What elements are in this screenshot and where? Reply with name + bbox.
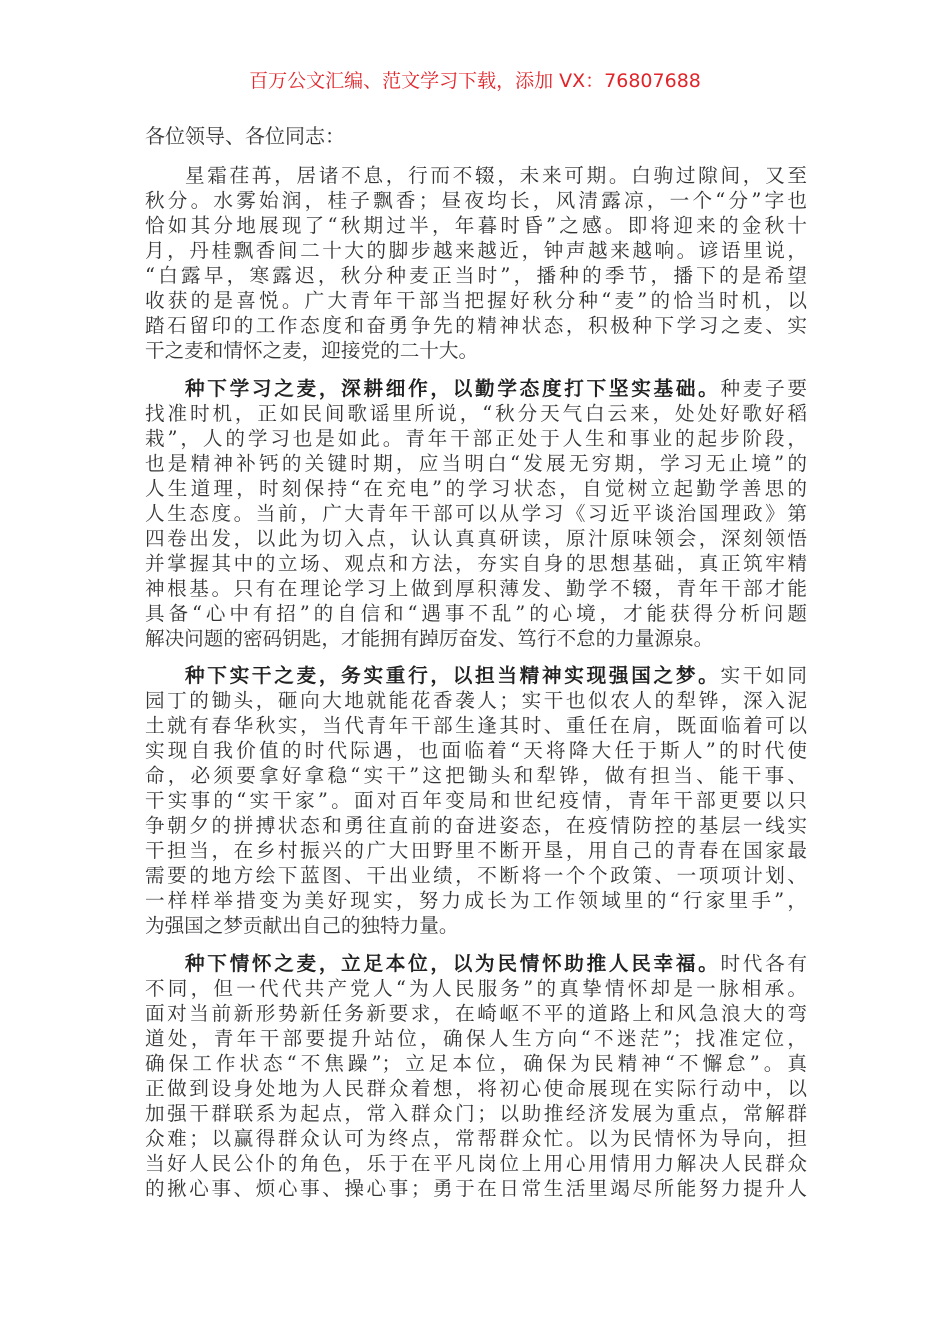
line-text: 时代各有 [720, 952, 808, 975]
paragraph-line [145, 426, 807, 451]
line-text: 星霜荏苒，居诸不息，行而不辍，未来可期。白驹过隙间，又至 [185, 164, 807, 187]
line-text: 找准时机，正如民间歌谣里所说，“秋分天气白云来，处处好歌好稻 [145, 402, 807, 425]
paragraph-line [145, 663, 807, 688]
line-text: 种麦子要 [720, 377, 808, 400]
line-text: 秋分。水雾始润，桂子飘香；昼夜均长，风清露凉，一个“分”字也 [145, 189, 807, 212]
paragraph-line [145, 213, 807, 238]
paragraph-lead: 种下实干之麦，务实重行，以担当精神实现强国之梦。 [185, 664, 721, 687]
line-text: 具备“心中有招”的自信和“遇事不乱”的心境，才能获得分析问题 [145, 602, 807, 625]
paragraph-intro [145, 163, 807, 363]
paragraph-line [145, 838, 807, 863]
salutation: 各位领导、各位同志： [145, 124, 345, 148]
line-text: 当好人民公仆的角色，乐于在平凡岗位上用心用情用力解决人民群众 [145, 1152, 807, 1175]
paragraph-line [145, 688, 807, 713]
paragraph-line [145, 163, 807, 188]
line-text: 实干如同 [720, 664, 808, 687]
line-text: 恰如其分地展现了“秋期过半，年暮时昏”之感。即将迎来的金秋十 [145, 214, 807, 237]
line-text: 干之麦和情怀之麦，迎接党的二十大。 [145, 339, 479, 362]
paragraph-line [145, 788, 807, 813]
paragraph-line [145, 626, 807, 651]
paragraph-line [145, 501, 807, 526]
line-text: 道处，青年干部要提升站位，确保人生方向“不迷茫”；找准定位， [145, 1027, 807, 1050]
paragraph-line [145, 1101, 807, 1126]
paragraph-line [145, 713, 807, 738]
line-text: 命，必须要拿好拿稳“实干”这把锄头和犁铧，做有担当、能干事、 [145, 764, 807, 787]
paragraph-line [145, 913, 807, 938]
paragraph-lead: 种下情怀之麦，立足本位，以为民情怀助推人民幸福。 [185, 952, 721, 975]
line-text: 干担当，在乡村振兴的广大田野里不断开垦，用自己的青春在国家最 [145, 839, 807, 862]
paragraph-line [145, 951, 807, 976]
paragraph-line [145, 288, 807, 313]
paragraph-line [145, 976, 807, 1001]
line-text: 解决问题的密码钥匙，才能拥有踔厉奋发、笃行不怠的力量源泉。 [145, 627, 714, 650]
paragraph-line [145, 376, 807, 401]
line-text: 干实事的“实干家”。面对百年变局和世纪疫情，青年干部更要以只 [145, 789, 807, 812]
line-text: 并掌握其中的立场、观点和方法，夯实自身的思想基础，真正筑牢精 [145, 552, 807, 575]
paragraph-line [145, 313, 807, 338]
line-text: 为强国之梦贡献出自己的独特力量。 [145, 914, 459, 937]
line-text: 土就有春华秋实，当代青年干部生逢其时、重任在肩，既面临着可以 [145, 714, 807, 737]
paragraph-study [145, 376, 807, 651]
paragraph-sentiment [145, 951, 807, 1201]
paragraph-line [145, 576, 807, 601]
paragraph-line [145, 1176, 807, 1201]
line-text: 正做到设身处地为人民群众着想，将初心使命展现在实际行动中，以 [145, 1077, 807, 1100]
paragraph-line [145, 401, 807, 426]
paragraph-line [145, 1126, 807, 1151]
line-text: 加强干群联系为起点，常入群众门；以助推经济发展为重点，常解群 [145, 1102, 807, 1125]
line-text: 众难；以赢得群众认可为终点，常帮群众忙。以为民情怀为导向，担 [145, 1127, 807, 1150]
paragraph-line [145, 551, 807, 576]
paragraph-line [145, 863, 807, 888]
paragraph-line [145, 601, 807, 626]
paragraph-lead: 种下学习之麦，深耕细作，以勤学态度打下坚实基础。 [185, 377, 721, 400]
paragraph-line [145, 888, 807, 913]
watermark-header: 百万公文汇编、范文学习下载，添加 VX：76807688 [249, 70, 701, 92]
line-text: 需要的地方绘下蓝图、干出业绩，不断将一个个政策、一项项计划、 [145, 864, 807, 887]
paragraph-line [145, 763, 807, 788]
paragraph-line [145, 813, 807, 838]
paragraph-line [145, 476, 807, 501]
line-text: 栽”，人的学习也是如此。青年干部正处于人生和事业的起步阶段， [145, 427, 807, 450]
line-text: 面对当前新形势新任务新要求，在崎岖不平的道路上和风急浪大的弯 [145, 1002, 807, 1025]
line-text: 人生态度。当前，广大青年干部可以从学习《习近平谈治国理政》第 [145, 502, 807, 525]
paragraph-line [145, 338, 807, 363]
paragraph-line [145, 738, 807, 763]
line-text: 实现自我价值的时代际遇，也面临着“天将降大任于斯人”的时代使 [145, 739, 807, 762]
line-text: “白露早，寒露迟，秋分种麦正当时”，播种的季节，播下的是希望 [145, 264, 807, 287]
line-text: 确保工作状态“不焦躁”；立足本位，确保为民精神“不懈怠”。真 [145, 1052, 807, 1075]
line-text: 不同，但一代代共产党人“为人民服务”的真挚情怀却是一脉相承。 [145, 977, 807, 1000]
line-text: 神根基。只有在理论学习上做到厚积薄发、勤学不辍，青年干部才能 [145, 577, 807, 600]
paragraph-line [145, 1026, 807, 1051]
paragraph-line [145, 238, 807, 263]
paragraph-line [145, 1051, 807, 1076]
paragraph-line [145, 451, 807, 476]
paragraph-line [145, 1151, 807, 1176]
line-text: 四卷出发，以此为切入点，认认真真研读，原汁原味领会，深刻领悟 [145, 527, 807, 550]
line-text: 踏石留印的工作态度和奋勇争先的精神状态，积极种下学习之麦、实 [145, 314, 807, 337]
line-text: 园丁的锄头，砸向大地就能花香袭人；实干也似农人的犁铧，深入泥 [145, 689, 807, 712]
paragraph-line [145, 263, 807, 288]
paragraph-line [145, 1001, 807, 1026]
line-text: 人生道理，时刻保持“在充电”的学习状态，自觉树立起勤学善思的 [145, 477, 807, 500]
paragraph-line [145, 526, 807, 551]
line-text: 争朝夕的拼搏状态和勇往直前的奋进姿态，在疫情防控的基层一线实 [145, 814, 807, 837]
paragraph-line [145, 188, 807, 213]
paragraph-line [145, 1076, 807, 1101]
line-text: 一样样举措变为美好现实，努力成长为工作领域里的“行家里手”， [145, 889, 807, 912]
line-text: 月，丹桂飘香间二十大的脚步越来越近，钟声越来越响。谚语里说， [145, 239, 807, 262]
line-text: 也是精神补钙的关键时期，应当明白“发展无穷期，学习无止境”的 [145, 452, 807, 475]
line-text: 收获的是喜悦。广大青年干部当把握好秋分种“麦”的恰当时机，以 [145, 289, 807, 312]
line-text: 的揪心事、烦心事、操心事；勇于在日常生活里竭尽所能努力提升人 [145, 1177, 807, 1200]
paragraph-practice [145, 663, 807, 938]
